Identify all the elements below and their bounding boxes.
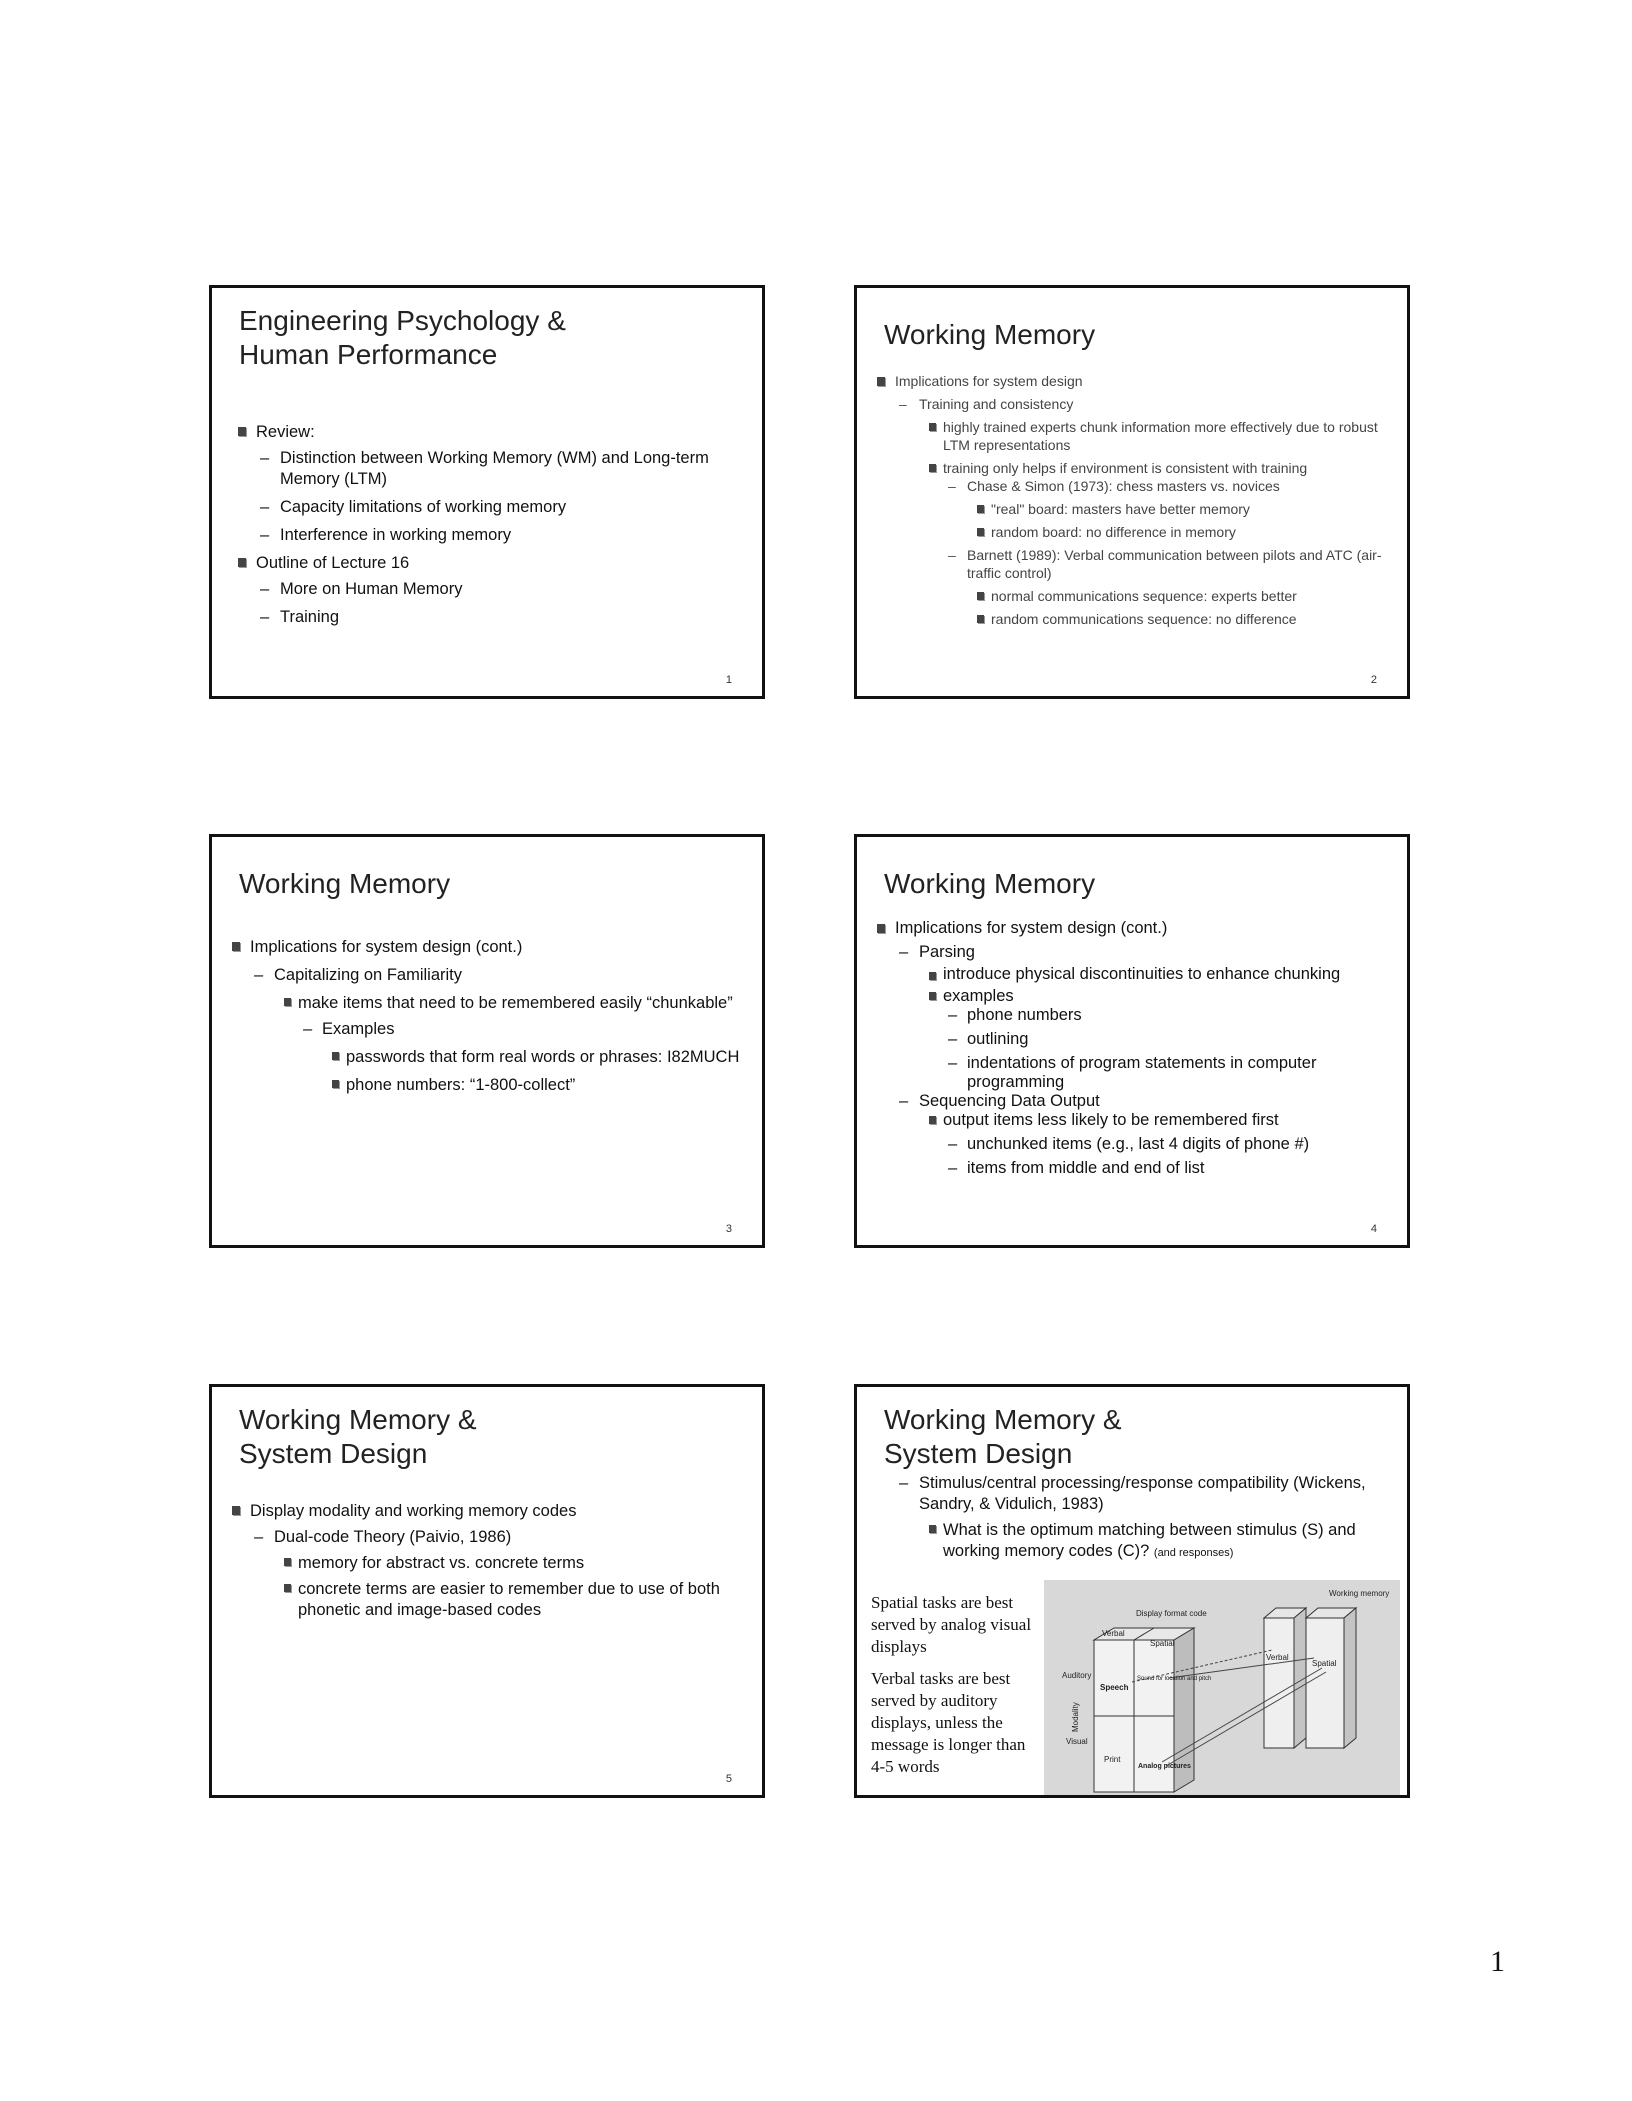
bullet-item bbox=[871, 1092, 1387, 1111]
bullet-item bbox=[226, 1527, 742, 1548]
bullet-item bbox=[871, 987, 1387, 1006]
bullet-text: Implications for system design (cont.) bbox=[250, 938, 523, 956]
title-line: Working Memory bbox=[884, 319, 1096, 350]
bullet-item bbox=[232, 497, 742, 518]
bullet-item bbox=[226, 1019, 742, 1040]
square-bullet-icon bbox=[232, 1506, 240, 1515]
label-working-memory: Working memory bbox=[1329, 1589, 1390, 1598]
square-bullet-icon bbox=[929, 1116, 936, 1124]
label-speech: Speech bbox=[1100, 1683, 1129, 1692]
dash-bullet-icon: – bbox=[948, 478, 956, 494]
bullet-text: memory for abstract vs. concrete terms bbox=[298, 1554, 585, 1572]
slide-1 bbox=[209, 285, 765, 699]
square-bullet-icon bbox=[977, 528, 984, 536]
slide-title bbox=[239, 304, 566, 372]
scr-compatibility-diagram bbox=[1044, 1580, 1400, 1795]
bullet-text: Training bbox=[280, 608, 339, 626]
bullet-text: indentations of program statements in computer programming bbox=[967, 1054, 1317, 1091]
slide-number: 1 bbox=[725, 674, 732, 686]
bullet-item bbox=[232, 448, 742, 490]
bullet-item bbox=[232, 525, 742, 546]
dash-bullet-icon: – bbox=[899, 1092, 909, 1110]
slide-body bbox=[226, 1501, 742, 1621]
title-line: Working Memory bbox=[239, 868, 451, 899]
dash-bullet-icon: – bbox=[948, 1006, 958, 1024]
diagram-svg bbox=[1044, 1580, 1400, 1795]
dash-bullet-icon: – bbox=[948, 547, 956, 563]
slide-title bbox=[884, 318, 1095, 352]
slide-4 bbox=[854, 834, 1410, 1248]
square-bullet-icon bbox=[977, 505, 984, 513]
side-notes bbox=[871, 1592, 1041, 1788]
slide-3 bbox=[209, 834, 765, 1248]
dash-bullet-icon: – bbox=[260, 498, 270, 516]
bullet-item bbox=[871, 418, 1393, 454]
bullet-item bbox=[871, 943, 1387, 962]
bullet-text: Sequencing Data Output bbox=[919, 1092, 1100, 1110]
bullet-text: Outline of Lecture 16 bbox=[256, 554, 410, 572]
bullet-text: Implications for system design (cont.) bbox=[895, 919, 1168, 937]
square-bullet-icon bbox=[929, 972, 936, 980]
slide-body bbox=[871, 372, 1393, 628]
bullet-item bbox=[871, 372, 1393, 390]
bullet-item bbox=[871, 1135, 1387, 1154]
label-auditory: Auditory bbox=[1062, 1671, 1092, 1680]
slide-5 bbox=[209, 1384, 765, 1798]
bullet-item bbox=[871, 967, 1387, 982]
square-bullet-icon bbox=[929, 1525, 936, 1533]
title-line: Working Memory & bbox=[884, 1404, 1122, 1435]
dash-bullet-icon: – bbox=[254, 966, 264, 984]
bullet-item bbox=[226, 1579, 742, 1621]
bullet-item bbox=[871, 1159, 1387, 1178]
title-line: Human Performance bbox=[239, 339, 498, 370]
bullet-item bbox=[232, 553, 742, 574]
title-line: Engineering Psychology & bbox=[239, 305, 566, 336]
slide-title bbox=[239, 867, 450, 901]
side-note-verbal: Verbal tasks are best served by auditory displays, unless the message is longer than 4-5 words bbox=[871, 1669, 1026, 1776]
bullet-item bbox=[871, 546, 1393, 582]
dash-bullet-icon: – bbox=[260, 608, 270, 626]
dash-bullet-icon: – bbox=[948, 1159, 958, 1177]
bullet-text: outlining bbox=[967, 1030, 1029, 1048]
square-bullet-icon bbox=[284, 1584, 291, 1592]
bullet-text: random communications sequence: no difference bbox=[991, 611, 1297, 627]
bullet-text: phone numbers: “1-800-collect” bbox=[346, 1076, 576, 1094]
bullet-item bbox=[871, 500, 1393, 518]
bullet-text: Chase & Simon (1973): chess masters vs. novices bbox=[967, 478, 1280, 494]
slide-body bbox=[871, 1473, 1387, 1564]
bullet-text: Implications for system design bbox=[895, 373, 1083, 389]
slide-body bbox=[232, 422, 742, 628]
bullet-item bbox=[226, 1553, 742, 1574]
label-print: Print bbox=[1104, 1755, 1121, 1764]
bullet-item bbox=[871, 610, 1393, 628]
label-verbal-top: Verbal bbox=[1102, 1629, 1125, 1638]
slide-title bbox=[884, 1403, 1122, 1471]
bullet-text: More on Human Memory bbox=[280, 580, 463, 598]
bullet-item bbox=[232, 422, 742, 443]
bullet-text: highly trained experts chunk information more effectively due to robust LTM representations bbox=[943, 419, 1378, 453]
label-visual: Visual bbox=[1066, 1737, 1088, 1746]
title-line: System Design bbox=[884, 1438, 1073, 1469]
square-bullet-icon bbox=[929, 423, 936, 431]
bullet-text: Capacity limitations of working memory bbox=[280, 498, 567, 516]
bullet-text: concrete terms are easier to remember due to use of both phonetic and image-based codes bbox=[298, 1580, 720, 1619]
slide-number: 3 bbox=[725, 1223, 732, 1235]
label-wm-verbal: Verbal bbox=[1266, 1653, 1289, 1662]
dash-bullet-icon: – bbox=[899, 943, 909, 961]
square-bullet-icon bbox=[332, 1052, 339, 1060]
bullet-item bbox=[232, 579, 742, 600]
label-modality: Modality bbox=[1071, 1702, 1080, 1732]
wm-verbal-block bbox=[1264, 1618, 1294, 1748]
bullet-item bbox=[871, 477, 1393, 495]
bullet-text: examples bbox=[943, 987, 1014, 1005]
bullet-text: make items that need to be remembered easily “chunkable” bbox=[298, 994, 733, 1012]
square-bullet-icon bbox=[284, 1558, 291, 1566]
slide-body bbox=[871, 919, 1387, 1178]
wm-spatial-block bbox=[1306, 1618, 1344, 1748]
bullet-item bbox=[226, 937, 742, 958]
label-sound: Sound for location and pitch bbox=[1137, 1676, 1212, 1682]
bullet-text: introduce physical discontinuities to enhance chunking bbox=[943, 965, 1341, 983]
bullet-note: (and responses) bbox=[1153, 1547, 1234, 1559]
bullet-item bbox=[226, 993, 742, 1014]
square-bullet-icon bbox=[929, 464, 936, 472]
label-display-format: Display format code bbox=[1136, 1609, 1207, 1618]
slide-body bbox=[226, 937, 742, 1096]
bullet-item bbox=[871, 919, 1387, 938]
title-line: Working Memory & bbox=[239, 1404, 477, 1435]
slide-number: 4 bbox=[1370, 1223, 1377, 1235]
bullet-item bbox=[871, 395, 1393, 413]
bullet-text: Training and consistency bbox=[919, 396, 1074, 412]
bullet-item bbox=[871, 1030, 1387, 1049]
slide-title bbox=[884, 867, 1095, 901]
dash-bullet-icon: – bbox=[899, 1474, 909, 1492]
bullet-item bbox=[226, 1075, 742, 1096]
bullet-item bbox=[871, 1054, 1387, 1092]
bullet-item bbox=[871, 523, 1393, 541]
bullet-text: normal communications sequence: experts better bbox=[991, 588, 1297, 604]
dash-bullet-icon: – bbox=[303, 1020, 313, 1038]
bullet-text: What is the optimum matching between stimulus (S) and working memory codes (C)? bbox=[943, 1521, 1356, 1560]
bullet-text: Parsing bbox=[919, 943, 975, 961]
bullet-item bbox=[232, 607, 742, 628]
bullet-text: random board: no difference in memory bbox=[991, 524, 1236, 540]
bullet-text: Capitalizing on Familiarity bbox=[274, 966, 462, 984]
bullet-text: Distinction between Working Memory (WM) and Long-term Memory (LTM) bbox=[280, 449, 709, 488]
bullet-item bbox=[871, 1520, 1387, 1564]
bullet-item bbox=[871, 1111, 1387, 1130]
side-note-spatial: Spatial tasks are best served by analog visual displays bbox=[871, 1593, 1032, 1656]
label-analog: Analog pictures bbox=[1138, 1763, 1191, 1770]
square-bullet-icon bbox=[877, 924, 885, 933]
bullet-text: passwords that form real words or phrases: I82MUCH bbox=[346, 1048, 740, 1066]
dash-bullet-icon: – bbox=[948, 1030, 958, 1048]
slide-title bbox=[239, 1403, 477, 1471]
wm-spatial-side bbox=[1344, 1608, 1356, 1748]
square-bullet-icon bbox=[977, 615, 984, 623]
bullet-text: Review: bbox=[256, 423, 315, 441]
dash-bullet-icon: – bbox=[948, 1054, 958, 1072]
bullet-text: items from middle and end of list bbox=[967, 1159, 1205, 1177]
page-number: 1 bbox=[1490, 1945, 1505, 1978]
square-bullet-icon bbox=[929, 992, 936, 1000]
title-line: Working Memory bbox=[884, 868, 1096, 899]
dash-bullet-icon: – bbox=[254, 1528, 264, 1546]
bullet-text: unchunked items (e.g., last 4 digits of phone #) bbox=[967, 1135, 1310, 1153]
dash-bullet-icon: – bbox=[260, 449, 270, 467]
dash-bullet-icon: – bbox=[260, 526, 270, 544]
bullet-item bbox=[871, 587, 1393, 605]
bullet-item bbox=[226, 1047, 742, 1068]
dash-bullet-icon: – bbox=[948, 1135, 958, 1153]
label-spatial-top: Spatial bbox=[1150, 1639, 1175, 1648]
bullet-item bbox=[871, 459, 1393, 477]
bullet-text: Interference in working memory bbox=[280, 526, 512, 544]
square-bullet-icon bbox=[238, 558, 246, 567]
square-bullet-icon bbox=[238, 427, 246, 436]
dash-bullet-icon: – bbox=[260, 580, 270, 598]
square-bullet-icon bbox=[332, 1080, 339, 1088]
bullet-text: Dual-code Theory (Paivio, 1986) bbox=[274, 1528, 512, 1546]
slide-6 bbox=[854, 1384, 1410, 1798]
bullet-text: Barnett (1989): Verbal communication between pilots and ATC (air-traffic control) bbox=[967, 547, 1382, 581]
label-wm-spatial: Spatial bbox=[1312, 1659, 1337, 1668]
square-bullet-icon bbox=[877, 377, 885, 386]
title-line: System Design bbox=[239, 1438, 428, 1469]
bullet-text: Display modality and working memory codes bbox=[250, 1502, 577, 1520]
bullet-item bbox=[226, 965, 742, 986]
bullet-item bbox=[871, 1473, 1387, 1515]
bullet-text: phone numbers bbox=[967, 1006, 1082, 1024]
bullet-text: Examples bbox=[322, 1020, 395, 1038]
square-bullet-icon bbox=[977, 592, 984, 600]
bullet-text: "real" board: masters have better memory bbox=[991, 501, 1250, 517]
bullet-item bbox=[226, 1501, 742, 1522]
square-bullet-icon bbox=[232, 942, 240, 951]
dash-bullet-icon: – bbox=[899, 396, 907, 412]
slide-number: 2 bbox=[1370, 674, 1377, 686]
bullet-item bbox=[871, 1006, 1387, 1025]
bullet-text: Stimulus/central processing/response compatibility (Wickens, Sandry, & Vidulich, 1983) bbox=[919, 1474, 1366, 1513]
slide-number: 5 bbox=[725, 1773, 732, 1785]
square-bullet-icon bbox=[284, 998, 291, 1006]
bullet-text: training only helps if environment is consistent with training bbox=[943, 460, 1308, 476]
slide-2 bbox=[854, 285, 1410, 699]
bullet-text: output items less likely to be remembered first bbox=[943, 1111, 1279, 1129]
